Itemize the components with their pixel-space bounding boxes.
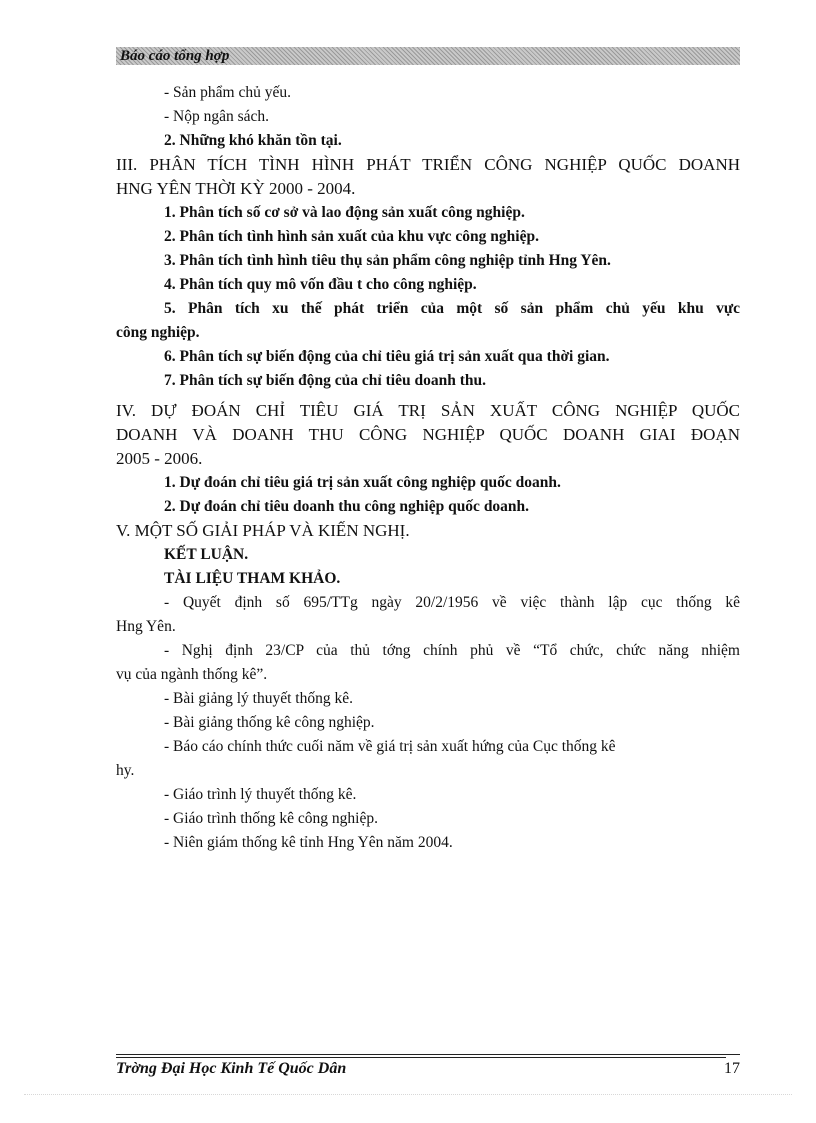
- subheading-iii-6: 6. Phân tích sự biến động của chỉ tiêu giá trị sản xuất qua thời gian.: [164, 348, 610, 365]
- reference-1-line1: - Quyết định số 695/TTg ngày 20/2/1956 về việc thành lập cục thống kê: [164, 594, 740, 611]
- page-bottom-border: [24, 1094, 792, 1095]
- section-iii-heading-line2: HNG YÊN THỜI KỲ 2000 - 2004.: [116, 179, 356, 198]
- subheading-iii-3: 3. Phân tích tình hình tiêu thụ sản phẩm công nghiệp tỉnh Hng Yên.: [164, 252, 611, 269]
- section-iv-heading-line2: DOANH VÀ DOANH THU CÔNG NGHIỆP QUỐC DOANH GIAI ĐOẠN: [116, 425, 740, 444]
- section-v-heading: V. MỘT SỐ GIẢI PHÁP VÀ KIẾN NGHỊ.: [116, 521, 410, 540]
- reference-5-line1: - Báo cáo chính thức cuối năm về giá trị sản xuất hứng của Cục thống kê: [164, 738, 616, 755]
- section-iii-heading-line1: III. PHÂN TÍCH TÌNH HÌNH PHÁT TRIỂN CÔNG NGHIỆP QUỐC DOANH: [116, 155, 740, 174]
- reference-8: - Niên giám thống kê tỉnh Hng Yên năm 2004.: [164, 834, 453, 851]
- reference-2-line2: vụ của ngành thống kê”.: [116, 666, 268, 683]
- subheading-iv-1: 1. Dự đoán chỉ tiêu giá trị sản xuất công nghiệp quốc doanh.: [164, 474, 561, 491]
- heading-tai-lieu-tham-khao: TÀI LIỆU THAM KHẢO.: [164, 570, 341, 587]
- subheading-iii-5-line1: 5. Phân tích xu thế phát triển của một số sản phẩm chủ yếu khu vực: [164, 300, 740, 317]
- subheading-iii-4: 4. Phân tích quy mô vốn đầu t cho công nghiệp.: [164, 276, 477, 293]
- footer-divider: [116, 1057, 726, 1058]
- subheading-iii-2: 2. Phân tích tình hình sản xuất của khu vực công nghiệp.: [164, 228, 539, 245]
- item-nop-ngan-sach: - Nộp ngân sách.: [164, 108, 270, 125]
- header-title: Báo cáo tổng hợp: [120, 48, 230, 64]
- item-san-pham: - Sản phẩm chủ yếu.: [164, 84, 291, 101]
- document-body: [116, 81, 740, 855]
- reference-1-line2: Hng Yên.: [116, 618, 176, 635]
- subheading-iii-7: 7. Phân tích sự biến động của chỉ tiêu doanh thu.: [164, 372, 486, 389]
- page-number: 17: [724, 1060, 740, 1077]
- page-header: [116, 47, 740, 65]
- subheading-iii-5-line2: công nghiệp.: [116, 324, 200, 341]
- subheading-iii-1: 1. Phân tích số cơ sở và lao động sản xuất công nghiệp.: [164, 204, 525, 221]
- subheading-iv-2: 2. Dự đoán chỉ tiêu doanh thu công nghiệp quốc doanh.: [164, 498, 530, 515]
- reference-2-line1: - Nghị định 23/CP của thủ tớng chính phủ về “Tổ chức, chức năng nhiệm: [164, 642, 740, 659]
- heading-ket-luan: KẾT LUẬN.: [164, 546, 249, 563]
- reference-7: - Giáo trình thống kê công nghiệp.: [164, 810, 378, 827]
- reference-5-line2: hy.: [116, 762, 135, 779]
- reference-4: - Bài giảng thống kê công nghiệp.: [164, 714, 375, 731]
- reference-6: - Giáo trình lý thuyết thống kê.: [164, 786, 357, 803]
- reference-3: - Bài giảng lý thuyết thống kê.: [164, 690, 353, 707]
- subheading-kho-khan: 2. Những khó khăn tồn tại.: [164, 132, 342, 149]
- page-footer: [116, 1054, 740, 1077]
- footer-school-name: Trờng Đại Học Kinh Tế Quốc Dân: [116, 1060, 347, 1077]
- section-iv-heading-line1: IV. DỰ ĐOÁN CHỈ TIÊU GIÁ TRỊ SẢN XUẤT CÔNG NGHIỆP QUỐC: [116, 401, 740, 420]
- section-iv-heading-line3: 2005 - 2006.: [116, 449, 203, 468]
